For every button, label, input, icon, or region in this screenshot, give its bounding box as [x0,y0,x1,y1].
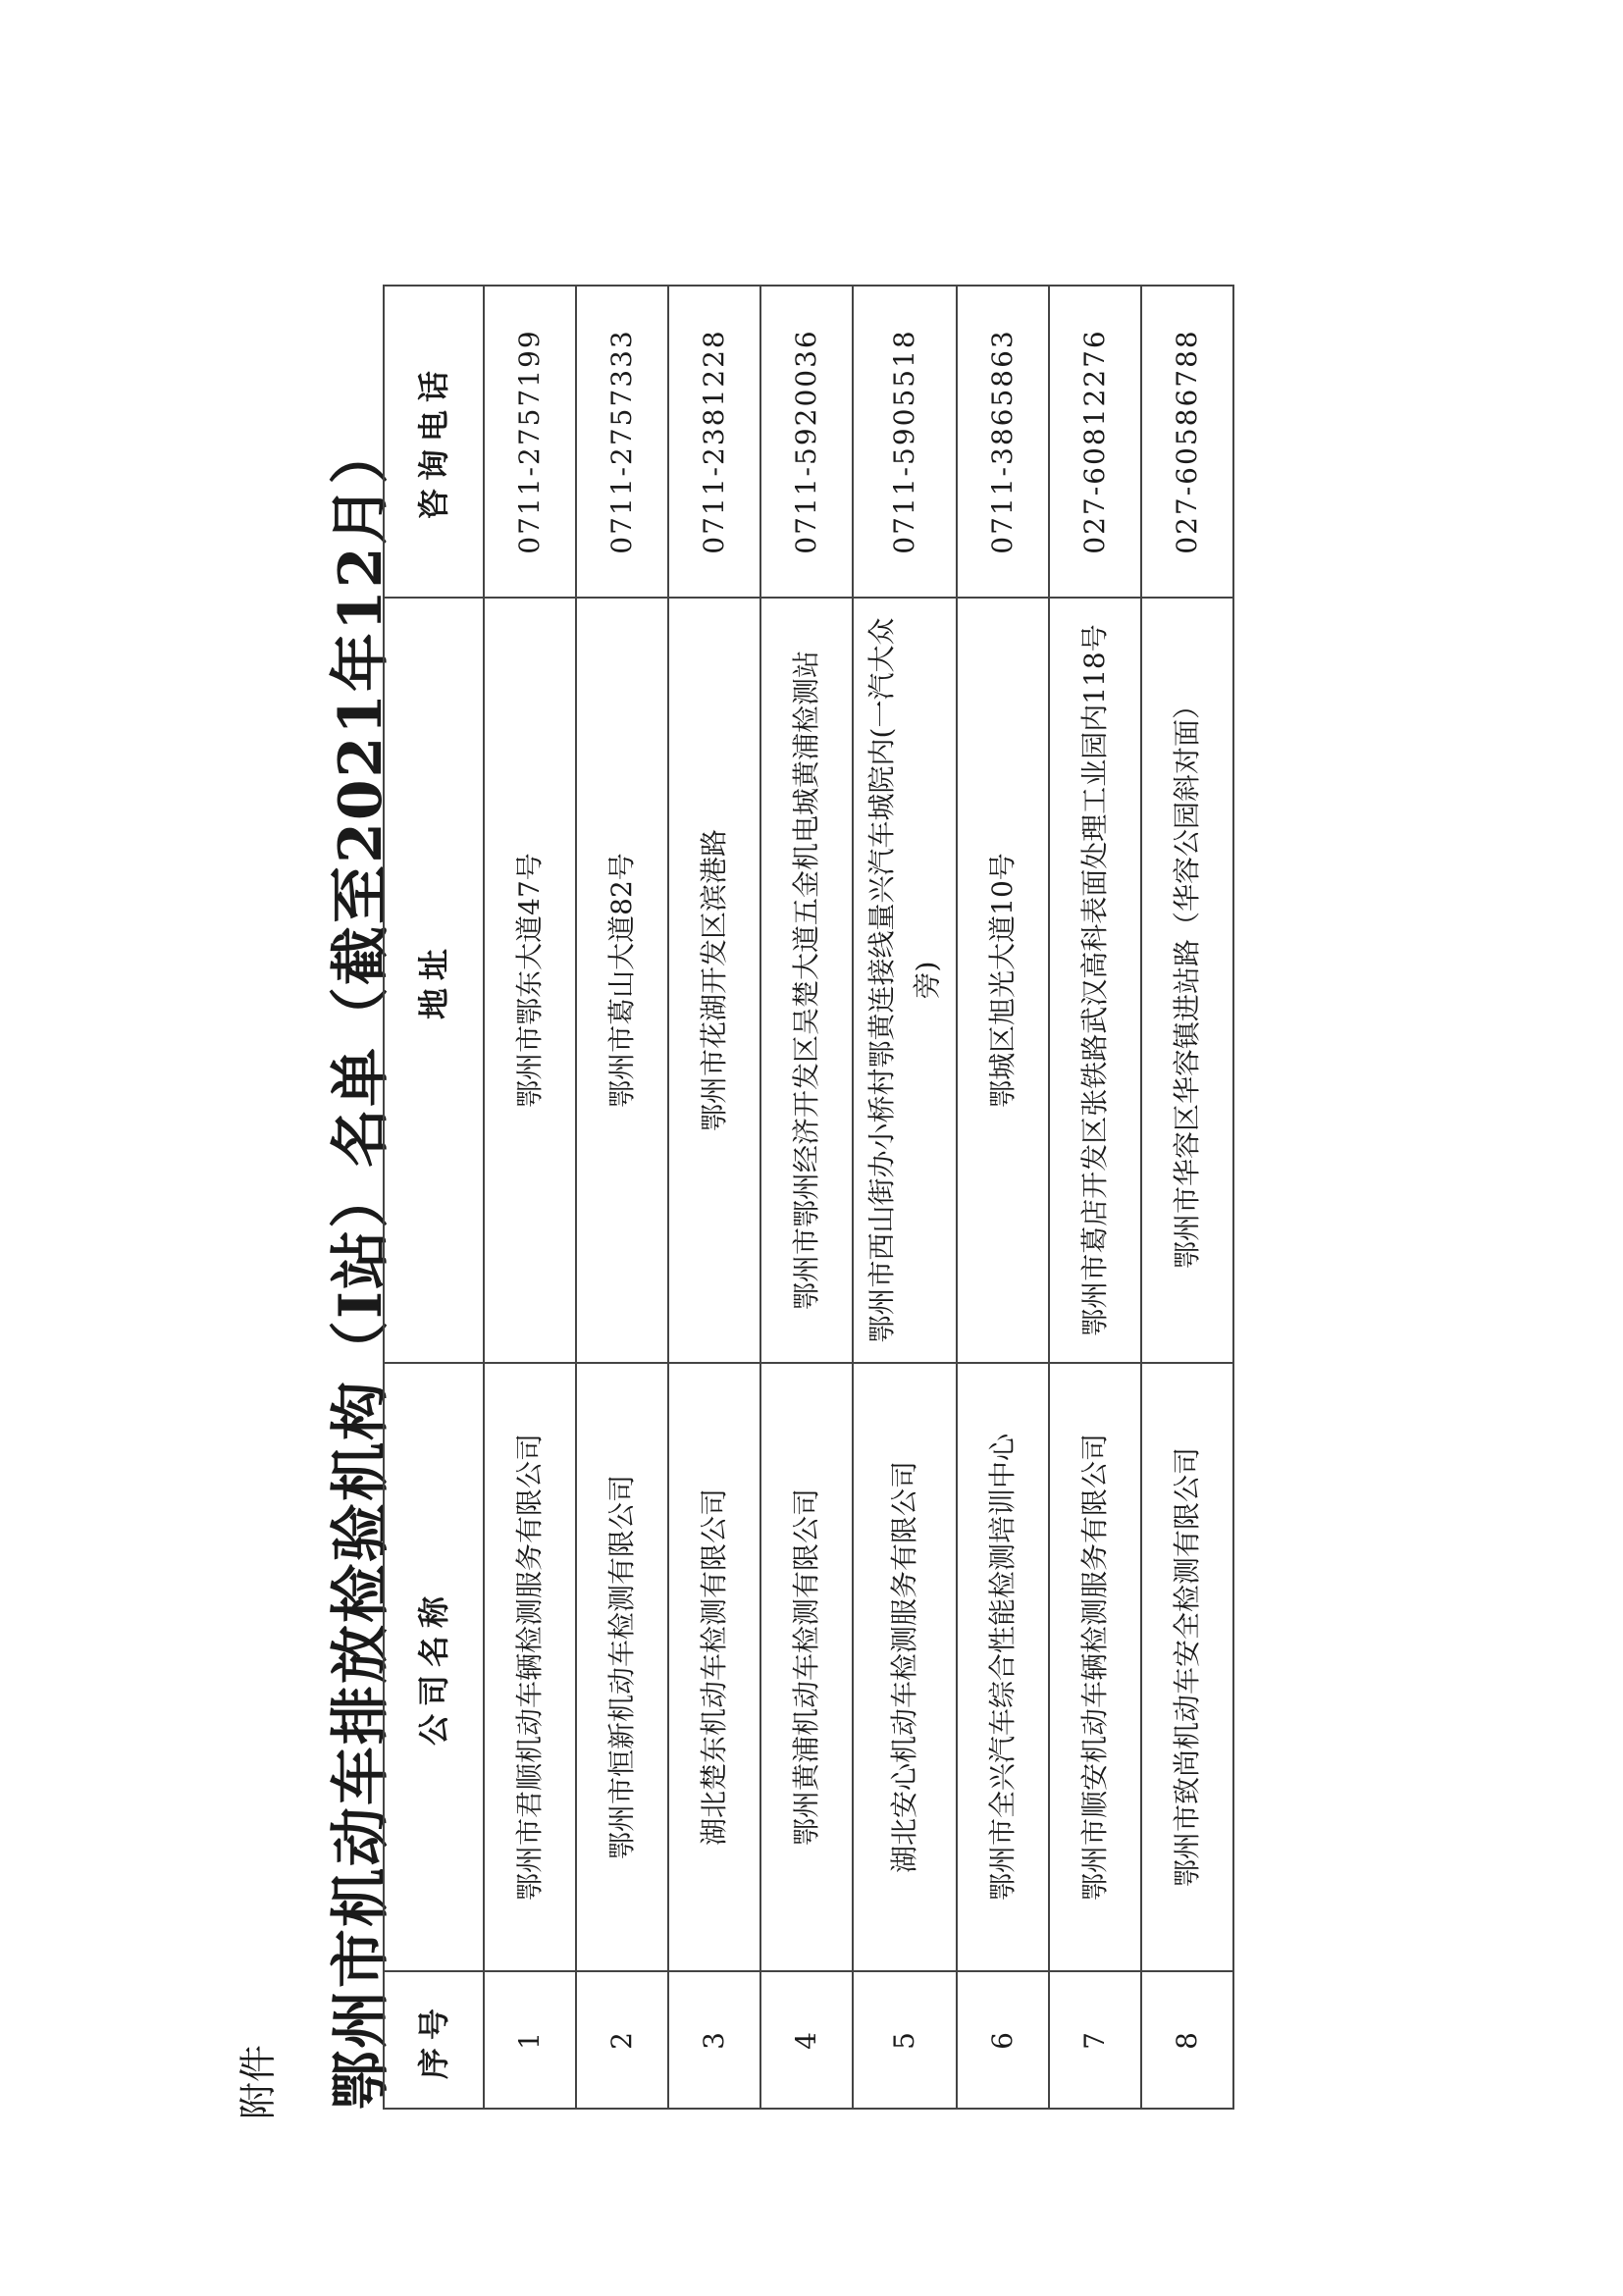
row-address: 鄂州市葛店开发区张铁路武汉高科表面处理工业园内118号 [1049,598,1141,1363]
row-phone: 0711-3865863 [957,286,1049,598]
row-company: 鄂州市致尚机动车安全检测有限公司 [1141,1363,1233,1971]
table-header-row [384,286,484,2109]
row-index: 3 [668,1971,760,2109]
row-phone: 027-60586788 [1141,286,1233,598]
row-company: 鄂州市顺安机动车辆检测服务有限公司 [1049,1363,1141,1971]
row-phone: 0711-2757199 [484,286,576,598]
row-phone: 0711-2381228 [668,286,760,598]
row-phone: 0711-2757333 [576,286,668,598]
row-index: 8 [1141,1971,1233,2109]
row-address: 鄂州市西山街办小桥村鄂黄连接线量兴汽车城院内(一汽大众旁) [853,598,957,1363]
row-company: 鄂州市君顺机动车辆检测服务有限公司 [484,1363,576,1971]
row-index: 6 [957,1971,1049,2109]
row-address: 鄂州市华容区华容镇进站路（华容公园斜对面） [1141,598,1233,1363]
row-phone: 0711-5905518 [853,286,957,598]
row-phone: 027-60812276 [1049,286,1141,598]
table-row [1141,286,1233,2109]
row-address: 鄂州市鄂东大道47号 [484,598,576,1363]
row-address: 鄂州市鄂州经济开发区吴楚大道五金机电城黄浦检测站 [760,598,853,1363]
table-row [957,286,1049,2109]
table-row [760,286,853,2109]
row-company: 湖北安心机动车检测服务有限公司 [853,1363,957,1971]
header-phone: 咨询电话 [384,286,484,598]
row-index: 1 [484,1971,576,2109]
attachment-label: 附件 [236,2044,280,2119]
row-address: 鄂城区旭光大道10号 [957,598,1049,1363]
row-address: 鄂州市葛山大道82号 [576,598,668,1363]
row-index: 5 [853,1971,957,2109]
row-company: 鄂州黄浦机动车检测有限公司 [760,1363,853,1971]
header-index: 序号 [384,1971,484,2109]
table-row [853,286,957,2109]
row-company: 湖北楚东机动车检测有限公司 [668,1363,760,1971]
row-phone: 0711-5920036 [760,286,853,598]
row-address: 鄂州市花湖开发区滨港路 [668,598,760,1363]
table-row [668,286,760,2109]
table-row [1049,286,1141,2109]
institution-table [383,285,1234,2110]
row-company: 鄂州市全兴汽车综合性能检测培训中心 [957,1363,1049,1971]
row-index: 4 [760,1971,853,2109]
row-index: 7 [1049,1971,1141,2109]
header-company: 公司名称 [384,1363,484,1971]
header-address: 地址 [384,598,484,1363]
table-row [576,286,668,2109]
document-title: 鄂州市机动车排放检验机构（I站）名单（截至2021年12月） [327,423,395,2110]
row-company: 鄂州市恒新机动车检测有限公司 [576,1363,668,1971]
table-row [484,286,576,2109]
row-index: 2 [576,1971,668,2109]
